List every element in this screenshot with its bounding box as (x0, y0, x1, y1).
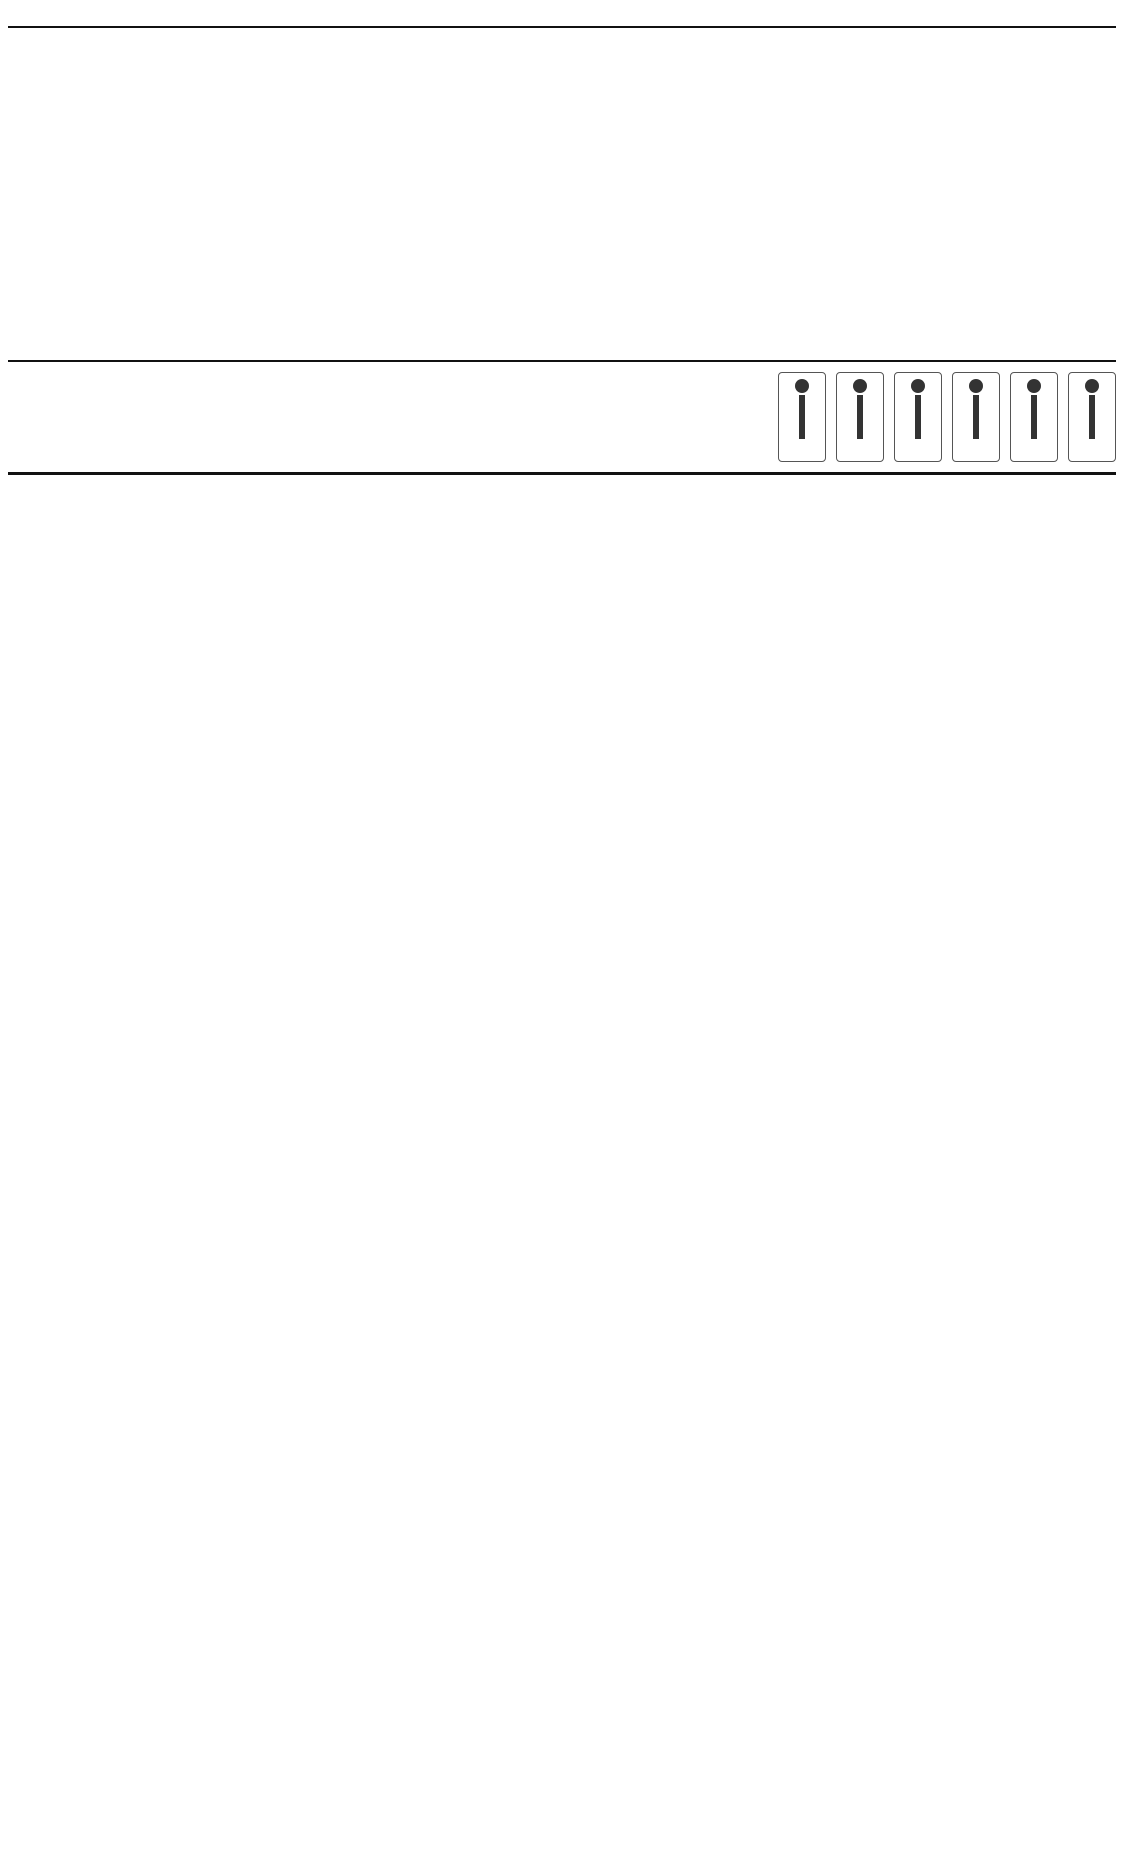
masthead (8, 6, 1116, 28)
worker-illustration-icon (836, 372, 884, 462)
worker-illustration-icon (778, 372, 826, 462)
classified-top-section (8, 32, 1116, 352)
worker-illustration-icon (1010, 372, 1058, 462)
worker-illustration-icon (952, 372, 1000, 462)
worker-illustration-icon (894, 372, 942, 462)
service-directory-header (8, 360, 1116, 475)
worker-illustration-icon (1068, 372, 1116, 462)
worker-illustrations (778, 372, 1116, 462)
service-directory-grid (8, 476, 1116, 1846)
